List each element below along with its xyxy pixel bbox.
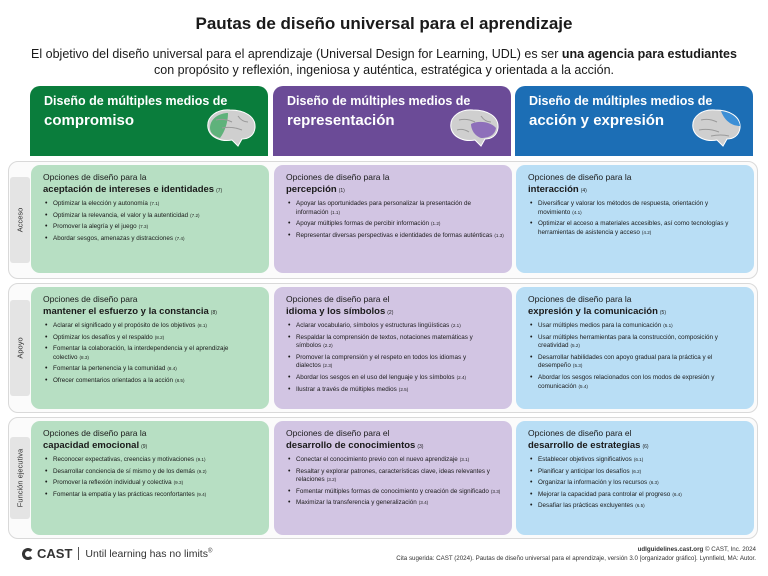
cast-logo-icon <box>22 548 34 560</box>
list-item: • Promover la comprensión y el respeto en todos los idiomas y dialectos (2.3) <box>286 354 504 371</box>
list-item: • Optimizar el acceso a materiales accesibles, así como tecnologías y herramientas de asistencia y acceso (4.2) <box>528 220 746 237</box>
subtitle-bold: una agencia para estudiantes <box>561 47 737 61</box>
guideline-cell-3 <box>274 421 512 535</box>
list-item: • Diversificar y valorar los métodos de respuesta, orientación y movimiento (4.1) <box>528 200 746 217</box>
list-item: • Desafiar las prácticas excluyentes (6.5) <box>528 502 746 511</box>
list-item: • Promover la alegría y el juego (7.3) <box>43 223 261 232</box>
cell-heading: mantener el esfuerzo y la constancia (8) <box>43 306 217 317</box>
page-subtitle <box>20 46 748 78</box>
guideline-cell-9 <box>31 421 269 535</box>
footer-divider <box>78 547 79 560</box>
list-item: • Planificar y anticipar los desafíos (6.2) <box>528 468 746 477</box>
column-header-title: representación <box>287 112 395 129</box>
list-item: • Representar diversas perspectivas e identidades de formas auténticas (1.3) <box>286 232 504 241</box>
brain-icon <box>445 106 503 148</box>
list-item: • Resaltar y explorar patrones, características clave, ideas relevantes y relaciones (3.2) <box>286 468 504 485</box>
footer-brand <box>22 546 212 561</box>
cell-intro: Opciones de diseño para el <box>286 428 390 438</box>
brain-icon <box>202 106 260 148</box>
footer-url[interactable]: udlguidelines.cast.org <box>637 546 704 553</box>
list-item: • Maximizar la transferencia y generalización (3.4) <box>286 499 504 508</box>
row-label-access <box>10 177 30 263</box>
cell-intro: Opciones de diseño para <box>43 294 138 304</box>
list-item: • Desarrollar conciencia de sí mismo y de los demás (9.2) <box>43 468 261 477</box>
page-title: Pautas de diseño universal para el aprendizaje <box>195 14 573 33</box>
list-item: • Abordar los sesgos relacionados con los modos de expresión y comunicación (5.4) <box>528 374 746 391</box>
row-label-text: Acceso <box>15 207 25 233</box>
list-item: • Fomentar la empatía y las prácticas reconfortantes (9.4) <box>43 491 261 500</box>
row-label-support <box>10 300 30 396</box>
list-item: • Aclarar el significado y el propósito de los objetivos (8.1) <box>43 322 261 331</box>
row-label-text: Apoyo <box>15 337 25 359</box>
cell-intro: Opciones de diseño para la <box>43 428 147 438</box>
list-item: • Ilustrar a través de múltiples medios (2.5) <box>286 386 504 395</box>
list-item: • Optimizar la relevancia, el valor y la autenticidad (7.2) <box>43 212 261 221</box>
column-header-action-expression <box>515 86 753 156</box>
list-item: • Mejorar la capacidad para controlar el progreso (6.4) <box>528 491 746 500</box>
subtitle-text: El objetivo del diseño universal para el aprendizaje (Universal Design for Learning, UDL) es ser <box>31 47 562 61</box>
guideline-cell-6 <box>516 421 754 535</box>
cell-heading: percepción (1) <box>286 184 345 195</box>
list-item: • Reconocer expectativas, creencias y motivaciones (9.1) <box>43 456 261 465</box>
cell-heading: desarrollo de estrategias (6) <box>528 440 649 451</box>
guideline-cell-5 <box>516 287 754 409</box>
list-item: • Organizar la información y los recursos (6.3) <box>528 479 746 488</box>
list-item: • Usar múltiples medios para la comunicación (5.1) <box>528 322 746 331</box>
list-item: • Fomentar la pertenencia y la comunidad (8.4) <box>43 365 261 374</box>
column-header-line1: Diseño de múltiples medios de <box>287 94 471 108</box>
guideline-cell-1 <box>274 165 512 273</box>
cell-heading: capacidad emocional (9) <box>43 440 148 451</box>
list-item: • Usar múltiples herramientas para la construcción, composición y creatividad (5.2) <box>528 334 746 351</box>
list-item: • Aclarar vocabulario, símbolos y estructuras lingüísticas (2.1) <box>286 322 504 331</box>
column-header-representation <box>273 86 511 156</box>
column-header-title: compromiso <box>44 112 135 129</box>
guideline-cell-4 <box>516 165 754 273</box>
cell-heading: desarrollo de conocimientos (3) <box>286 440 424 451</box>
cell-intro: Opciones de diseño para la <box>528 294 632 304</box>
list-item: • Apoyar múltiples formas de percibir información (1.2) <box>286 220 504 229</box>
brain-icon <box>687 106 745 148</box>
row-label-executive <box>10 437 30 519</box>
column-header-title: acción y expresión <box>529 112 665 129</box>
footer-tagline: Until learning has no limits® <box>85 547 213 560</box>
list-item: • Respaldar la comprensión de textos, notaciones matemáticas y símbolos (2.2) <box>286 334 504 351</box>
guideline-cell-2 <box>274 287 512 409</box>
cell-heading: idioma y los símbolos (2) <box>286 306 394 317</box>
list-item: • Ofrecer comentarios orientados a la acción (8.5) <box>43 377 261 386</box>
footer-copyright: © CAST, Inc. 2024 <box>705 546 756 553</box>
footer-citation-text: Cita sugerida: CAST (2024). Pautas de diseño universal para el aprendizaje, versión 3.0 [organizador gráfico]. Lynnfield, MA: Autor. <box>396 555 756 562</box>
cell-heading: aceptación de intereses e identidades (7) <box>43 184 223 195</box>
list-item: • Fomentar múltiples formas de conocimiento y creación de significado (3.3) <box>286 488 504 497</box>
cell-intro: Opciones de diseño para el <box>286 294 390 304</box>
list-item: • Apoyar las oportunidades para personalizar la presentación de información (1.1) <box>286 200 504 217</box>
guideline-cell-8 <box>31 287 269 409</box>
cell-heading: interacción (4) <box>528 184 587 195</box>
cell-intro: Opciones de diseño para el <box>528 428 632 438</box>
row-label-text: Función ejecutiva <box>15 448 25 508</box>
list-item: • Optimizar la elección y autonomía (7.1) <box>43 200 261 209</box>
list-item: • Establecer objetivos significativos (6.1) <box>528 456 746 465</box>
cell-intro: Opciones de diseño para la <box>286 172 390 182</box>
guideline-cell-7 <box>31 165 269 273</box>
column-header-line1: Diseño de múltiples medios de <box>529 94 713 108</box>
cell-heading: expresión y la comunicación (5) <box>528 306 667 317</box>
list-item: • Abordar los sesgos en el uso del lenguaje y los símbolos (2.4) <box>286 374 504 383</box>
list-item: • Abordar sesgos, amenazas y distracciones (7.4) <box>43 235 261 244</box>
column-header-line1: Diseño de múltiples medios de <box>44 94 228 108</box>
list-item: • Optimizar los desafíos y el respaldo (8.2) <box>43 334 261 343</box>
list-item: • Fomentar la colaboración, la interdependencia y el aprendizaje colectivo (8.3) <box>43 345 261 362</box>
list-item: • Conectar el conocimiento previo con el nuevo aprendizaje (3.1) <box>286 456 504 465</box>
subtitle-text-end: con propósito y reflexión, ingeniosa y auténtica, estratégica y orientada a la acción. <box>154 63 614 77</box>
column-header-engagement <box>30 86 268 156</box>
cell-intro: Opciones de diseño para la <box>43 172 147 182</box>
cell-intro: Opciones de diseño para la <box>528 172 632 182</box>
cast-logo: CAST <box>22 546 72 561</box>
footer-citation <box>396 545 756 563</box>
list-item: • Desarrollar habilidades con apoyo gradual para la práctica y el desempeño (5.3) <box>528 354 746 371</box>
list-item: • Promover la reflexión individual y colectiva (9.3) <box>43 479 261 488</box>
